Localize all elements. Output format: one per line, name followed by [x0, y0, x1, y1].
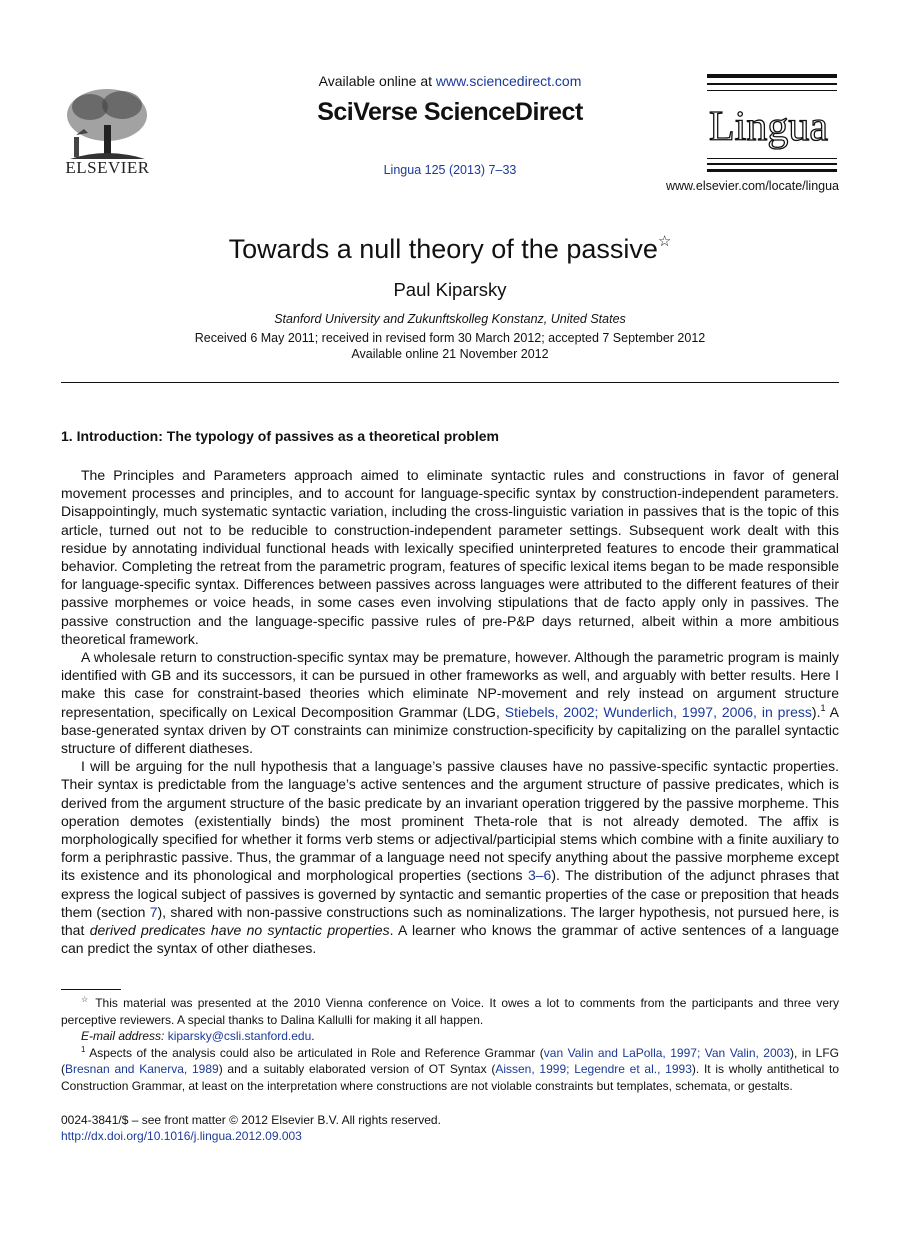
ref-bresnan-kanerva[interactable]: Bresnan and Kanerva, 1989 [65, 1062, 219, 1076]
emphasis: derived predicates have no syntactic properties [89, 922, 390, 939]
platform-name: SciVerse ScienceDirect [317, 98, 583, 126]
ref-sections-3-6[interactable]: 3–6 [527, 867, 552, 884]
paragraph-3-text: I will be arguing for the null hypothesis that a language’s passive clauses have no passive-specific syntactic properties. Their syntax is predictable from the language’s active sentences and the argument structure of passive predicates, which is derived from the argument structure of the basic predicate by an invariant operation triggered by the passive morpheme. This operation demotes (existentially binds) the most prominent Theta-role that is not already demoted. The affix is morphologically specified for whether it forms verb stems or adjectival/participial stems which combine with a finite auxiliary to form a periphrastic passive. Thus, the grammar of a language need not specify anything about the passive morpheme except its existence and its phonological and morphological properties (sections [61, 758, 839, 884]
paragraph-3-text: . A learner who knows the grammar of active sentences of a language can predict the syntax of other diatheses. [61, 922, 839, 957]
footnote-star-mark: ☆ [81, 995, 91, 1004]
journal-url[interactable]: www.elsevier.com/locate/lingua [666, 179, 839, 193]
copyright-line: 0024-3841/$ – see front matter © 2012 Elsevier B.V. All rights reserved. [61, 1113, 441, 1127]
paragraph-2 [61, 648, 839, 757]
footnote-1-text: ), in LFG ( [61, 1045, 839, 1076]
paragraph-3-text: ). The distribution of the adjunct phrases that express the logical subject of passives is governed by syntactic and semantic properties of the case or preposition that heads them (section [61, 867, 840, 920]
title-footnote-mark[interactable]: ☆ [657, 233, 672, 250]
footnote-divider [61, 989, 121, 990]
doi-link[interactable]: http://dx.doi.org/10.1016/j.lingua.2012.09.003 [61, 1129, 302, 1143]
footnote-1-mark: 1 [81, 1044, 86, 1054]
footnote-1-text: ). It is wholly antithetical to Construction Grammar, at least on the interpretation where constructions are not violable constraints but templates, schemata, or gestalts. [61, 1062, 839, 1093]
ref-section-7[interactable]: 7 [149, 903, 158, 920]
email-label: E-mail address: [81, 1029, 168, 1043]
footnote-star-text: This material was presented at the 2010 Vienna conference on Voice. It owes a lot to comments from the participants and three very perceptive reviewers. A special thanks to Dalina Kallulli for making it all happen. [61, 996, 839, 1027]
header-divider [61, 382, 839, 383]
paragraph-2-text: A wholesale return to construction-specific syntax may be premature, however. Although the parametric program is mainly identified with GB and its successors, it can be pursued in other frameworks as well, and arguably with better results. Here I make this case for constraint-based theories which eliminate NP-movement and rely instead on argument structure representation, specifically on Lexical Decomposition Grammar (LDG, [61, 649, 839, 720]
paragraph-3 [61, 757, 839, 957]
available-online [250, 73, 650, 89]
author-name: Paul Kiparsky [393, 279, 507, 300]
copyright-block [61, 1112, 839, 1144]
article-title [60, 232, 840, 265]
body-text [61, 466, 839, 957]
email-end: . [311, 1029, 315, 1043]
paragraph-2-text: ). [811, 703, 821, 720]
paragraph-1: The Principles and Parameters approach aimed to eliminate syntactic rules and constructions in favor of general movement processes and principles, and to account for language-specific syntax by construction-independent parameters. Disappointingly, much systematic syntactic variation, including the cross-linguistic variation in passives that is the topic of this article, turned out not to be reducible to construction-independent parameter settings. Subsequent work dealt with this residue by annotating individual functional heads with lexically specified uninterpreted features to encode their grammatical behavior. Completing the retreat from the parametric program, features of specific lexical items began to be made responsible for language-specific syntax. Differences between passives across languages were attributed to the different features of their passive morphemes or voice heads, in some cases even involving stipulations that de facto apply only in passives. The passive construction and the language-specific passive rules of pre-P&P days returned, albeit within a more ambitious theoretical framework. [61, 467, 839, 647]
available-date: Available online 21 November 2012 [351, 347, 549, 361]
journal-citation-link[interactable]: Lingua 125 (2013) 7–33 [383, 163, 517, 177]
email-link[interactable]: kiparsky@csli.stanford.edu [167, 1029, 312, 1043]
section-heading: 1. Introduction: The typology of passives as a theoretical problem [61, 428, 499, 444]
article-title-text: Towards a null theory of the passive [228, 234, 658, 264]
ref-van-valin[interactable]: van Valin and LaPolla, 1997; Van Valin, 2003 [543, 1045, 791, 1060]
ref-stiebels-wunderlich[interactable]: Stiebels, 2002; Wunderlich, 1997, 2006, in press [504, 703, 812, 720]
journal-name: Lingua [709, 104, 828, 150]
available-online-label: Available online at [318, 73, 436, 89]
received-dates: Received 6 May 2011; received in revised form 30 March 2012; accepted 7 September 2012 [194, 331, 706, 345]
publisher-name: ELSEVIER [65, 158, 150, 177]
sciencedirect-link[interactable]: www.sciencedirect.com [435, 73, 582, 89]
paragraph-2-text: A base-generated syntax driven by OT constraints can minimize construction-specificity by capitalizing on the parallel syntactic structure of different diatheses. [61, 703, 839, 757]
lingua-journal-logo [707, 74, 837, 172]
email-line [61, 1028, 839, 1045]
ref-aissen-legendre[interactable]: Aissen, 1999; Legendre et al., 1993 [495, 1062, 692, 1076]
footnote-star [61, 995, 839, 1028]
author-affiliation: Stanford University and Zukunftskolleg Konstanz, United States [274, 312, 626, 326]
footnote-1-text: ) and a suitably elaborated version of OT Syntax ( [218, 1062, 496, 1076]
paragraph-3-text: ), shared with non-passive constructions such as nominalizations. The larger hypothesis, not pursued here, is that [61, 903, 839, 939]
footnote-1 [61, 1045, 839, 1095]
footnotes [61, 995, 839, 1094]
footnote-1-link[interactable]: 1 [820, 702, 826, 713]
footnote-1-text: Aspects of the analysis could also be articulated in Role and Reference Grammar ( [85, 1045, 544, 1060]
